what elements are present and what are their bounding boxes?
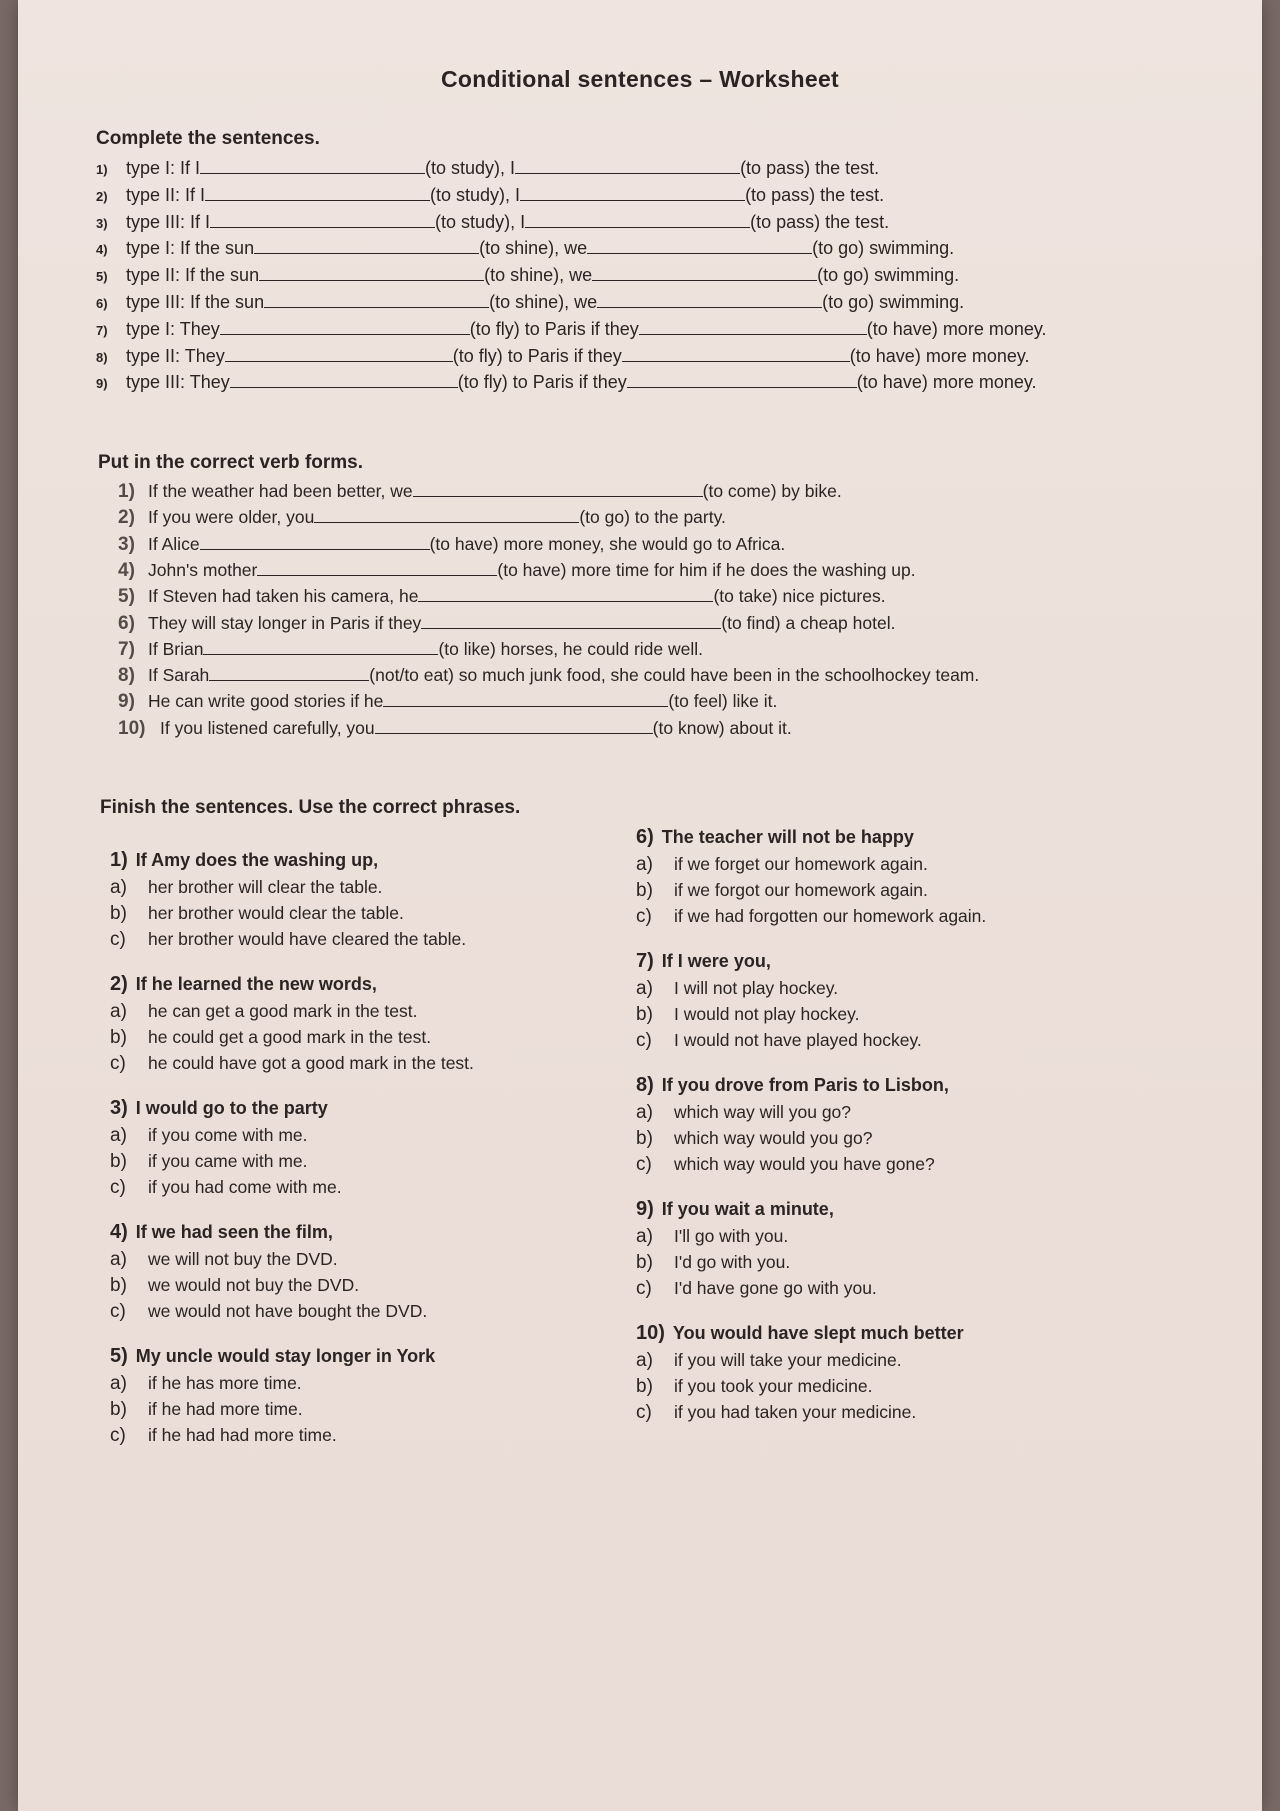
answer-blank[interactable] [383,692,668,707]
option-text: he could have got a good mark in the test. [148,1053,474,1073]
question-number: 4) [110,1221,128,1243]
question-group [110,1097,474,1199]
option-letter: a) [110,1373,127,1394]
verb-hint: (to shine), we [489,292,598,312]
sentence-end: (to feel) like it. [668,691,778,712]
question-stem [636,826,986,849]
sentence-start: type II: If the sun [126,265,260,286]
option-text: which way will you go? [674,1102,852,1122]
option-letter: c) [636,1030,652,1051]
answer-blank[interactable] [200,535,430,550]
question-text: If Amy does the washing up, [135,850,379,870]
answer-blank[interactable] [413,482,703,497]
question-number: 3) [110,1097,128,1119]
option-letter: a) [636,1102,653,1123]
option-text: I will not play hockey. [674,978,839,998]
answer-option[interactable] [110,1249,474,1271]
item-number: 9) [96,376,108,392]
answer-blank[interactable] [587,239,812,254]
verb-hint: (to study), I [430,184,521,205]
option-letter: b) [636,1252,653,1273]
question-number: 8) [636,1074,654,1096]
option-letter: c) [636,1402,652,1423]
sentence-start: He can write good stories if he [148,691,384,712]
verb-form-row [118,560,916,582]
question-text: You would have slept much better [672,1323,964,1343]
answer-blank[interactable] [515,159,740,174]
answer-option[interactable] [636,1030,986,1052]
option-text: her brother will clear the table. [148,877,383,897]
item-number: 3) [118,533,135,555]
sentence-end: (to have) more money, she would go to Africa. [429,533,786,554]
option-letter: a) [110,1001,127,1022]
question-stem [636,1322,986,1345]
item-number: 2) [96,188,108,204]
item-number: 6) [96,296,108,311]
sentence-end: (to like) horses, he could ride well. [438,638,704,659]
option-letter: c) [110,1053,126,1074]
complete-sentence-row [96,185,884,206]
option-letter: c) [636,1154,652,1175]
item-number: 1) [96,162,108,177]
answer-blank[interactable] [210,213,435,228]
option-letter: c) [636,906,652,927]
sentence-start: If Steven had taken his camera, he [148,586,419,607]
page-title: Conditional sentences – Worksheet [440,66,839,92]
sentence-start: If the weather had been better, we [148,481,413,501]
answer-blank[interactable] [418,587,713,602]
item-number: 5) [118,586,135,608]
option-letter: c) [110,1301,126,1322]
verb-form-row [118,613,895,635]
sentence-start: type II: If I [126,184,206,205]
option-text: if he had had more time. [148,1425,337,1445]
sentence-start: They will stay longer in Paris if they [148,612,422,633]
question-number: 2) [110,973,128,995]
answer-blank[interactable] [525,213,750,228]
option-text: which way would you go? [674,1128,873,1148]
question-group [636,826,986,928]
option-text: he could get a good mark in the test. [148,1027,432,1047]
answer-blank[interactable] [264,293,489,308]
verb-hint: (to shine), we [484,265,593,286]
option-text: if he has more time. [148,1373,302,1393]
answer-blank[interactable] [592,266,817,281]
verb-form-row [118,665,979,687]
answer-blank[interactable] [314,508,579,523]
option-text: if you took your medicine. [674,1376,873,1396]
sentence-start: type III: They [126,372,230,393]
sentence-end: (to have) more time for him if he does the washing up. [497,559,916,580]
sentence-end: (to have) more money. [849,345,1030,366]
section2-heading: Put in the correct verb forms. [98,452,364,473]
answer-option[interactable] [636,906,986,928]
option-text: if you come with me. [148,1125,308,1145]
option-letter: b) [110,903,127,924]
sentence-start: type I: If I [126,158,201,178]
item-number: 8) [96,349,108,365]
answer-option[interactable] [636,1226,986,1248]
question-stem [636,950,986,973]
option-text: we would not have bought the DVD. [148,1301,428,1321]
answer-option[interactable] [110,1001,474,1023]
worksheet-page [18,0,1262,1811]
sentence-start: type I: If the sun [126,238,255,259]
answer-option[interactable] [636,1102,986,1124]
answer-option[interactable] [110,1275,474,1297]
verb-hint: (to study), I [425,158,516,178]
option-letter: a) [110,1125,127,1146]
option-text: if you will take your medicine. [674,1350,902,1370]
sentence-start: If you were older, you [148,507,315,528]
sentence-start: type III: If the sun [126,292,265,312]
question-stem [110,1097,474,1120]
sentence-end: (to find) a cheap hotel. [721,612,896,633]
sentence-end: (to go) to the party. [579,507,726,528]
answer-option[interactable] [110,1425,474,1447]
section3-heading: Finish the sentences. Use the correct phrases. [100,797,521,818]
question-number: 1) [110,849,128,871]
question-group [636,950,986,1052]
option-text: if we forgot our homework again. [674,880,928,900]
option-letter: c) [110,1425,126,1446]
complete-sentence-row [96,292,964,313]
sentence-end: (to go) swimming. [822,292,965,312]
sentence-end: (to come) by bike. [702,481,842,501]
answer-blank[interactable] [200,159,425,174]
question-text: If you wait a minute, [661,1199,834,1219]
option-text: I'd go with you. [674,1252,791,1272]
sentence-start: type III: If I [126,211,211,232]
answer-blank[interactable] [257,561,497,576]
sentence-end: (to go) swimming. [817,265,960,286]
option-letter: a) [636,1226,653,1247]
option-text: I would not have played hockey. [674,1030,922,1050]
verb-form-row [118,534,785,556]
option-text: he can get a good mark in the test. [148,1001,418,1021]
option-letter: b) [636,1128,653,1149]
option-text: if we had forgotten our homework again. [674,906,987,926]
answer-blank[interactable] [203,640,438,655]
sentence-end: (to pass) the test. [750,211,890,232]
option-letter: a) [110,1249,127,1270]
option-letter: c) [110,929,126,950]
question-text: My uncle would stay longer in York [135,1346,436,1366]
item-number: 9) [118,691,135,713]
item-number: 7) [96,322,108,338]
option-letter: a) [636,978,653,999]
sentence-end: (to know) about it. [652,717,792,738]
question-text: The teacher will not be happy [661,827,914,847]
verb-form-row [118,691,777,713]
item-number: 8) [118,665,135,687]
question-text: If you drove from Paris to Lisbon, [661,1075,949,1095]
option-text: I'll go with you. [674,1226,789,1246]
section3-right-column [636,826,986,1446]
option-letter: c) [636,1278,652,1299]
question-text: If we had seen the film, [135,1222,333,1242]
question-text: If I were you, [661,951,771,971]
option-text: her brother would clear the table. [148,903,404,923]
item-number: 1) [118,481,135,502]
answer-option[interactable] [636,978,986,1000]
sentence-end: (to pass) the test. [745,184,885,205]
sentence-start: type I: They [126,318,220,339]
question-group [110,973,474,1075]
question-group [110,849,474,951]
verb-form-row [118,718,792,740]
answer-option[interactable] [110,1053,474,1075]
option-letter: b) [110,1027,127,1048]
option-letter: a) [110,877,127,898]
complete-sentence-row [96,319,1047,340]
sentence-start: If Sarah [148,665,210,686]
question-group [110,1345,474,1447]
answer-blank[interactable] [627,373,857,388]
answer-blank[interactable] [254,239,479,254]
option-text: if you came with me. [148,1151,308,1171]
item-number: 4) [96,242,108,258]
item-number: 3) [96,215,108,231]
answer-option[interactable] [110,903,474,925]
sentence-end: (to go) swimming. [812,238,955,259]
answer-blank[interactable] [622,347,850,362]
question-stem [110,1345,474,1368]
answer-blank[interactable] [230,373,458,388]
verb-form-row [118,639,703,661]
answer-blank[interactable] [225,347,453,362]
answer-blank[interactable] [220,320,470,335]
option-letter: c) [110,1177,126,1198]
answer-option[interactable] [110,1177,474,1199]
answer-option[interactable] [636,1154,986,1176]
sentence-start: If Alice [148,533,200,554]
option-text: her brother would have cleared the table. [148,929,467,949]
answer-option[interactable] [110,1027,474,1049]
sentence-start: John's mother [148,559,258,580]
verb-hint: (to fly) to Paris if they [457,372,627,393]
answer-option[interactable] [636,1376,986,1398]
question-number: 10) [636,1322,665,1344]
option-text: I would not play hockey. [674,1004,860,1024]
answer-blank[interactable] [209,666,369,681]
sentence-end: (to have) more money. [856,372,1037,393]
answer-option[interactable] [636,1278,986,1300]
option-letter: b) [636,1004,653,1025]
option-text: we will not buy the DVD. [148,1249,338,1269]
option-letter: b) [636,880,653,901]
complete-sentence-row [96,158,879,179]
sentence-start: If Brian [148,638,204,659]
option-text: if you had taken your medicine. [674,1402,917,1422]
sentence-end: (to have) more money. [866,318,1047,339]
sentence-start: type II: They [126,345,225,366]
question-stem [110,973,474,996]
answer-option[interactable] [110,1399,474,1421]
item-number: 5) [96,269,108,285]
option-letter: b) [110,1275,127,1296]
item-number: 7) [118,638,135,660]
answer-option[interactable] [636,1004,986,1026]
answer-blank[interactable] [520,186,745,201]
option-text: I'd have gone go with you. [674,1278,877,1298]
option-letter: b) [636,1376,653,1397]
complete-sentence-row [96,265,959,286]
verb-form-row [118,507,726,529]
option-text: if we forget our homework again. [674,854,928,874]
item-number: 6) [118,612,135,634]
item-number: 4) [118,559,135,581]
verb-hint: (to shine), we [479,238,588,259]
question-stem [636,1198,986,1221]
item-number: 10) [118,717,146,739]
answer-option[interactable] [636,1402,986,1424]
answer-option[interactable] [636,1252,986,1274]
verb-form-row [118,586,886,608]
verb-hint: (to fly) to Paris if they [469,318,639,339]
option-text: we would not buy the DVD. [148,1275,360,1295]
answer-option[interactable] [636,854,986,876]
answer-blank[interactable] [421,614,721,629]
answer-option[interactable] [110,1373,474,1395]
option-letter: a) [636,854,653,875]
answer-option[interactable] [110,877,474,899]
option-text: if you had come with me. [148,1177,342,1197]
sentence-start: If you listened carefully, you [160,717,375,738]
question-group [636,1322,986,1424]
complete-sentence-row [96,372,1037,393]
question-group [110,1221,474,1323]
question-stem [110,849,474,872]
answer-option[interactable] [636,1128,986,1150]
question-text: I would go to the party [135,1098,328,1118]
answer-option[interactable] [636,1350,986,1372]
verb-hint: (to fly) to Paris if they [452,345,622,366]
question-group [636,1198,986,1300]
sentence-end: (to pass) the test. [740,158,880,178]
answer-blank[interactable] [597,293,822,308]
question-number: 5) [110,1345,128,1367]
option-letter: b) [110,1151,127,1172]
question-number: 7) [636,950,654,972]
sentence-end: (to take) nice pictures. [713,586,886,607]
question-number: 9) [636,1198,654,1220]
verb-hint: (to study), I [435,211,526,232]
sentence-end: (not/to eat) so much junk food, she could have been in the schoolhockey team. [369,665,980,686]
answer-option[interactable] [110,1151,474,1173]
section1-heading: Complete the sentences. [96,128,320,149]
option-text: which way would you have gone? [674,1154,935,1174]
complete-sentence-row [96,212,889,233]
answer-blank[interactable] [639,320,867,335]
option-text: if he had more time. [148,1399,303,1419]
section3-left-column [110,849,474,1469]
answer-blank[interactable] [375,719,653,734]
answer-option[interactable] [110,929,474,951]
question-number: 6) [636,826,654,848]
complete-sentence-row [96,238,954,259]
answer-blank[interactable] [259,266,484,281]
question-text: If he learned the new words, [135,974,377,994]
answer-option[interactable] [110,1301,474,1323]
answer-option[interactable] [636,880,986,902]
item-number: 2) [118,507,135,529]
verb-form-row [118,481,842,503]
answer-option[interactable] [110,1125,474,1147]
question-group [636,1074,986,1176]
question-stem [636,1074,986,1097]
option-letter: a) [636,1350,653,1371]
option-letter: b) [110,1399,127,1420]
question-stem [110,1221,474,1244]
answer-blank[interactable] [205,186,430,201]
complete-sentence-row [96,346,1030,367]
